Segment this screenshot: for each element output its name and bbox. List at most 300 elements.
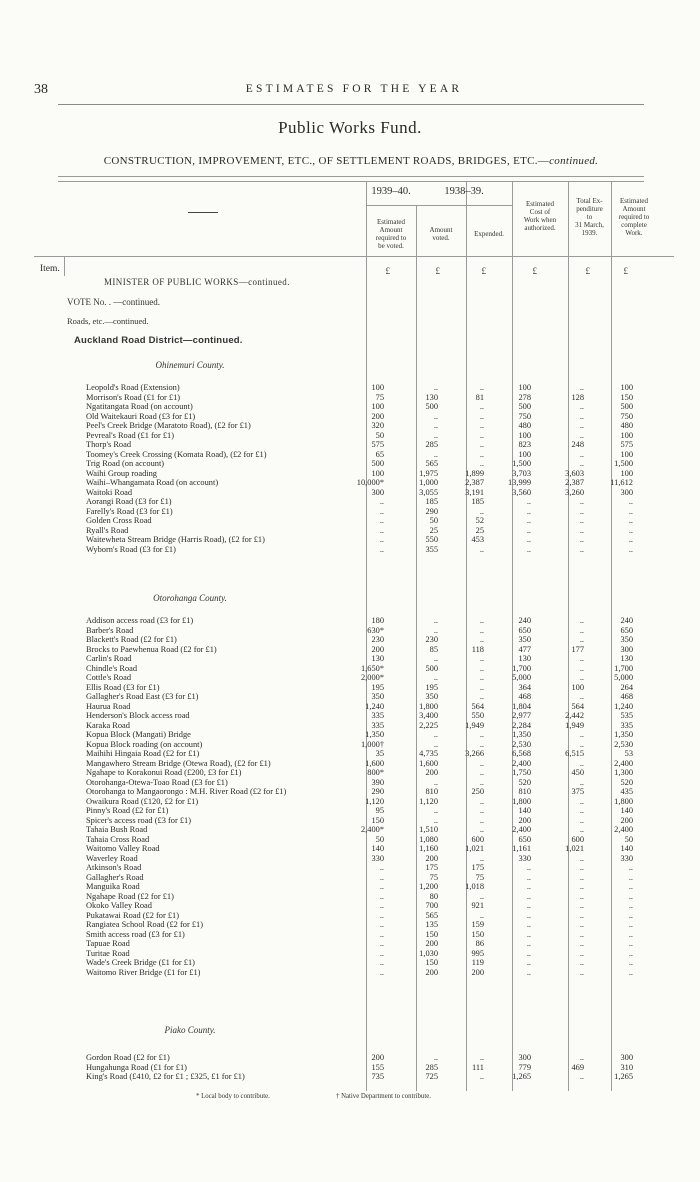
table-row [86,787,686,796]
road-name: Pevreal's Road (£1 for £1) [86,430,175,440]
road-name: Ellis Road (£3 for £1) [86,682,160,692]
table-row [86,1063,686,1072]
cell-value: 185 [425,497,438,506]
cell-value: .. [479,616,484,625]
table-row [86,854,686,863]
cell-value: .. [433,411,438,421]
cell-value: 11,612 [610,478,633,487]
cell-value: 810 [518,787,531,796]
colhead-line: Expended. [474,230,504,238]
road-name: Henderson's Block access road [86,711,190,720]
road-name: Wade's Creek Bridge (£1 for £1) [86,958,195,967]
cell-value: 575 [371,440,384,449]
cell-value: 4,735 [419,749,438,758]
cell-value: 650 [518,625,531,635]
table-row [86,616,686,625]
county-heading: Ohinemuri County. [155,360,225,370]
cell-value: 177 [571,644,584,654]
table-row [86,1053,686,1062]
colhead-line: required to [618,213,650,222]
cell-value: 100 [371,402,384,411]
cell-value: 550 [471,711,484,720]
cell-value: 1,265 [512,1072,531,1081]
cell-value: .. [628,863,633,872]
cell-value: 1,949 [565,720,584,730]
cell-value: 1,899 [465,468,484,478]
cell-value: .. [579,383,584,392]
colhead-line: 1939. [581,229,598,238]
cell-value: 81 [475,392,484,402]
cell-value: .. [579,910,584,920]
road-name: Trig Road (on account) [86,459,165,468]
cell-value: 1,030 [419,948,438,958]
cell-value: .. [579,730,584,739]
cell-value: 250 [471,787,484,796]
cell-value: .. [579,806,584,815]
table-row [86,844,686,853]
cell-value: .. [579,920,584,929]
cell-value: .. [379,901,384,910]
road-name: Turitae Road [86,948,130,958]
cell-value: 355 [425,544,438,554]
cell-value: 520 [518,777,531,787]
cell-value: .. [479,825,484,834]
cell-value: 175 [471,863,484,872]
cell-value: 1,800 [512,796,531,806]
road-name: Leopold's Road (Extension) [86,383,180,392]
cell-value: 3,191 [465,487,484,497]
colhead-line: penditure [576,205,603,214]
colhead-expended [466,230,512,238]
cell-value: 230 [371,635,384,644]
cell-value: .. [579,901,584,910]
currency-symbol: £ [585,266,590,276]
table-row [86,535,686,544]
cell-value: 100 [620,468,633,478]
road-name: Addison access road (£3 for £1) [86,616,194,625]
cell-value: 1,500 [512,459,531,468]
cell-value: .. [579,777,584,787]
cell-value: 130 [620,654,633,663]
cell-value: 285 [425,440,438,449]
cell-value: .. [628,516,633,525]
cell-value: 100 [371,468,384,478]
cell-value: 750 [620,411,633,421]
cell-value: 195 [371,682,384,692]
section-title-continued: continued. [549,155,599,167]
cell-value: .. [433,625,438,635]
page-number: 38 [34,82,48,97]
cell-value: .. [628,967,633,977]
cell-value: .. [579,1072,584,1081]
table-row [86,892,686,901]
cell-value: 150 [471,929,484,939]
cell-value: 575 [620,440,633,449]
cell-value: 1,975 [419,468,438,478]
year-1939-40: 1939–40. [371,186,411,197]
cell-value: 435 [620,787,633,796]
currency-symbol: £ [532,266,537,276]
cell-value: .. [479,796,484,806]
road-name: Waitomo Valley Road [86,844,160,853]
cell-value: .. [526,882,531,891]
cell-value: 278 [518,392,531,402]
cell-value: .. [628,535,633,544]
table-row [86,421,686,430]
table-row [86,450,686,459]
road-name: Hungahunga Road (£1 for £1) [86,1062,187,1072]
cell-value: 159 [471,920,484,929]
cell-value: 1,120 [365,796,384,806]
cell-value: .. [479,402,484,411]
table-row [86,645,686,654]
cell-value: 453 [471,535,484,544]
cell-value: 2,387 [565,478,584,487]
cell-value: 135 [425,920,438,929]
table-row [86,526,686,535]
colhead-line: Amount [622,205,646,214]
cell-value: 2,000* [360,673,384,682]
road-name: Rangiatea School Road (£2 for £1) [86,920,203,929]
road-name: Toomey's Creek Crossing (Komata Road), (£2 for £1) [86,449,267,459]
cell-value: .. [628,948,633,958]
cell-value: 175 [425,863,438,872]
road-name: Mangawhero Stream Bridge (Otewa Road), (£2 for £1) [86,758,271,768]
cell-value: 3,703 [512,468,531,478]
cell-value: .. [433,421,438,430]
table-row [86,939,686,948]
cell-value: .. [579,958,584,967]
road-name: Pinny's Road (£2 for £1) [86,806,169,815]
cell-value: .. [579,516,584,525]
cell-value: 200 [425,853,438,863]
cell-value: 50 [375,430,384,440]
cell-value: .. [628,506,633,516]
cell-value: 1,350 [512,730,531,739]
cell-value: .. [479,421,484,430]
cell-value: .. [379,516,384,525]
cell-value: .. [379,948,384,958]
cell-value: .. [628,929,633,939]
cell-value: 240 [518,616,531,625]
road-name: Chindle's Road [86,663,138,673]
road-name: Carlin's Road [86,654,132,663]
table-row [86,825,686,834]
cell-value: .. [579,673,584,682]
cell-value: .. [379,535,384,544]
cell-value: .. [479,1053,484,1062]
cell-value: 2,400 [512,825,531,834]
currency-symbol: £ [385,266,390,276]
cell-value: 750 [518,411,531,421]
cell-value: 1,161 [512,844,531,853]
cell-value: 3,260 [565,487,584,497]
cell-value: 6,568 [512,749,531,758]
cell-value: 200 [371,1053,384,1062]
cell-value: 480 [518,421,531,430]
cell-value: 1,160 [419,844,438,853]
cell-value: .. [579,1053,584,1062]
cell-value: 25 [475,525,484,535]
cell-value: .. [379,910,384,920]
cell-value: 100 [571,682,584,692]
cell-value: .. [579,654,584,663]
cell-value: 350 [518,635,531,644]
cell-value: .. [479,506,484,516]
cell-value: 477 [518,644,531,654]
year-group-rule [366,205,512,206]
cell-value: 100 [518,449,531,459]
cell-value: 75 [475,872,484,882]
table-row [86,440,686,449]
cell-value: 650 [620,625,633,635]
cell-value: 1,600 [365,758,384,768]
cell-value: 1,000 [419,478,438,487]
cell-value: 50 [429,516,438,525]
footnote-local-body: * Local body to contribute. [196,1093,270,1100]
table-row [86,702,686,711]
road-name: Ngahape to Korakonui Road (£200, £3 for £1) [86,768,242,777]
cell-value: .. [526,506,531,516]
table-row [86,478,686,487]
road-name: Owaikura Road (£120, £2 for £1) [86,796,199,806]
cell-value: 200 [620,815,633,825]
cell-value: .. [379,525,384,535]
cell-value: 330 [620,853,633,863]
road-name: Old Waitekauri Road (£3 for £1) [86,411,196,421]
colhead-line: authorized. [524,224,556,233]
cell-value: 564 [571,701,584,711]
cell-value: 2,400 [512,758,531,768]
currency-symbol: £ [435,266,440,276]
table-row [86,863,686,872]
road-name: Waihi Group roading [86,468,157,478]
cell-value: .. [526,967,531,977]
road-name: Waihi–Whangamata Road (on account) [86,478,219,487]
cell-value: 230 [425,635,438,644]
cell-value: .. [379,506,384,516]
cell-value: 200 [518,815,531,825]
road-name: Karaka Road [86,720,130,730]
cell-value: 1,350 [614,730,633,739]
cell-value: .. [579,872,584,882]
cell-value: .. [379,967,384,977]
cell-value: 264 [620,682,633,692]
cell-value: 2,400 [614,758,633,768]
cell-value: .. [479,654,484,663]
cell-value: 3,055 [419,487,438,497]
cell-value: .. [379,863,384,872]
road-name: King's Road (£410, £2 for £1 ; £325, £1 for £1) [86,1072,245,1081]
colhead-required-to-be-voted [366,218,416,250]
cell-value: 2,225 [419,720,438,730]
cell-value: .. [479,777,484,787]
minister-heading: MINISTER OF PUBLIC WORKS—continued. [104,277,290,287]
cell-value: 140 [620,844,633,853]
cell-value: 1,700 [614,663,633,673]
cell-value: .. [433,1053,438,1062]
road-name: Golden Cross Road [86,516,152,525]
cell-value: 25 [429,525,438,535]
cell-value: .. [628,901,633,910]
road-name: Ngatitangata Road (on account) [86,402,193,411]
cell-value: .. [579,853,584,863]
colhead-estimated-cost [512,200,568,232]
section-title-main: CONSTRUCTION, IMPROVEMENT, ETC., OF SETTLEMENT ROADS, BRIDGES, ETC.— [103,155,550,167]
cell-value: 130 [371,654,384,663]
cell-value: 350 [620,635,633,644]
cell-value: 500 [425,663,438,673]
cell-value: 1,000† [360,739,384,749]
colhead-line: complete [621,221,647,230]
cell-value: 200 [371,411,384,421]
cell-value: .. [628,497,633,506]
cell-value: 200 [425,939,438,948]
cell-value: .. [579,525,584,535]
section-title [58,155,644,167]
cell-value: .. [526,863,531,872]
cell-value: 700 [425,901,438,910]
cell-value: 364 [518,682,531,692]
cell-value: .. [379,544,384,554]
cell-value: 300 [620,487,633,497]
cell-value: .. [526,891,531,901]
cell-value: 800* [367,768,384,777]
cell-value: .. [379,882,384,891]
table-row [86,545,686,554]
cell-value: 921 [471,901,484,910]
cell-value: 1,510 [419,825,438,834]
road-name: Peel's Creek Bridge (Maratoto Road), (£2 for £1) [86,421,251,430]
table-row [86,930,686,939]
table-row [86,768,686,777]
cell-value: .. [628,891,633,901]
cell-value: 140 [620,806,633,815]
cell-value: 480 [620,421,633,430]
colhead-total-expenditure [568,197,611,237]
table-header-bottom-rule [34,256,674,257]
cell-value: 150 [425,929,438,939]
cell-value: .. [628,910,633,920]
cell-value: 118 [471,644,484,654]
cell-value: .. [479,383,484,392]
cell-value: 180 [371,616,384,625]
cell-value: 1,120 [419,796,438,806]
road-name: Okoko Valley Road [86,901,152,910]
county-heading: Otorohanga County. [153,593,227,603]
cell-value: .. [479,758,484,768]
cell-value: 65 [375,449,384,459]
table-row [86,835,686,844]
cell-value: 1,804 [512,701,531,711]
cell-value: .. [433,777,438,787]
cell-value: 350 [425,692,438,701]
cell-value: .. [579,430,584,440]
cell-value: 100 [620,449,633,459]
cell-value: .. [433,673,438,682]
cell-value: .. [479,739,484,749]
cell-value: .. [579,506,584,516]
vote-heading: VOTE No. . —continued. [67,297,160,307]
table-row [86,920,686,929]
cell-value: 330 [518,853,531,863]
road-name: Ryall's Road [86,525,129,535]
cell-value: .. [579,882,584,891]
cell-value: 2,400* [360,825,384,834]
colhead-line: Cost of [529,208,551,217]
colhead-line: voted. [432,234,450,243]
cell-value: 330 [371,853,384,863]
table-row [86,459,686,468]
cell-value: .. [579,449,584,459]
road-name: Gallagher's Road East (£3 for £1) [86,692,199,701]
road-name: Waitoki Road [86,487,133,497]
table-row [86,778,686,787]
cell-value: 1,200 [419,882,438,891]
cell-value: .. [433,806,438,815]
table-row [86,759,686,768]
cell-value: 520 [620,777,633,787]
cell-value: .. [526,516,531,525]
cell-value: .. [479,449,484,459]
road-name: Pukatawai Road (£2 for £1) [86,910,180,920]
cell-value: 1,018 [465,882,484,891]
table-row [86,654,686,663]
cell-value: 335 [371,720,384,730]
cell-value: .. [579,616,584,625]
cell-value: .. [433,449,438,459]
cell-value: .. [526,958,531,967]
cell-value: 1,300 [614,768,633,777]
cell-value: .. [433,616,438,625]
cell-value: .. [526,929,531,939]
cell-value: 779 [518,1062,531,1072]
cell-value: .. [433,730,438,739]
cell-value: 85 [429,644,438,654]
item-label: Item. [40,264,60,274]
cell-value: 650 [518,834,531,844]
table-row [86,730,686,739]
table-row [86,1072,686,1081]
cell-value: .. [433,430,438,440]
currency-symbol: £ [481,266,486,276]
cell-value: .. [526,872,531,882]
cell-value: 13,999 [507,478,531,487]
table-row [86,797,686,806]
cell-value: .. [579,891,584,901]
cell-value: .. [579,625,584,635]
cell-value: .. [579,739,584,749]
cell-value: 155 [371,1062,384,1072]
cell-value: 810 [425,787,438,796]
table-row [86,692,686,701]
table-row [86,393,686,402]
cell-value: .. [628,544,633,554]
road-name: Haurua Road [86,701,131,711]
road-name: Smith access road (£3 for £1) [86,929,185,939]
cell-value: 2,977 [512,711,531,720]
table-row [86,901,686,910]
cell-value: 140 [371,844,384,853]
table-row [86,806,686,815]
cell-value: 2,530 [614,739,633,749]
cell-value: 2,387 [465,478,484,487]
cell-value: .. [479,910,484,920]
cell-value: 100 [620,383,633,392]
cell-value: 375 [571,787,584,796]
cell-value: 100 [518,383,531,392]
cell-value: .. [479,730,484,739]
